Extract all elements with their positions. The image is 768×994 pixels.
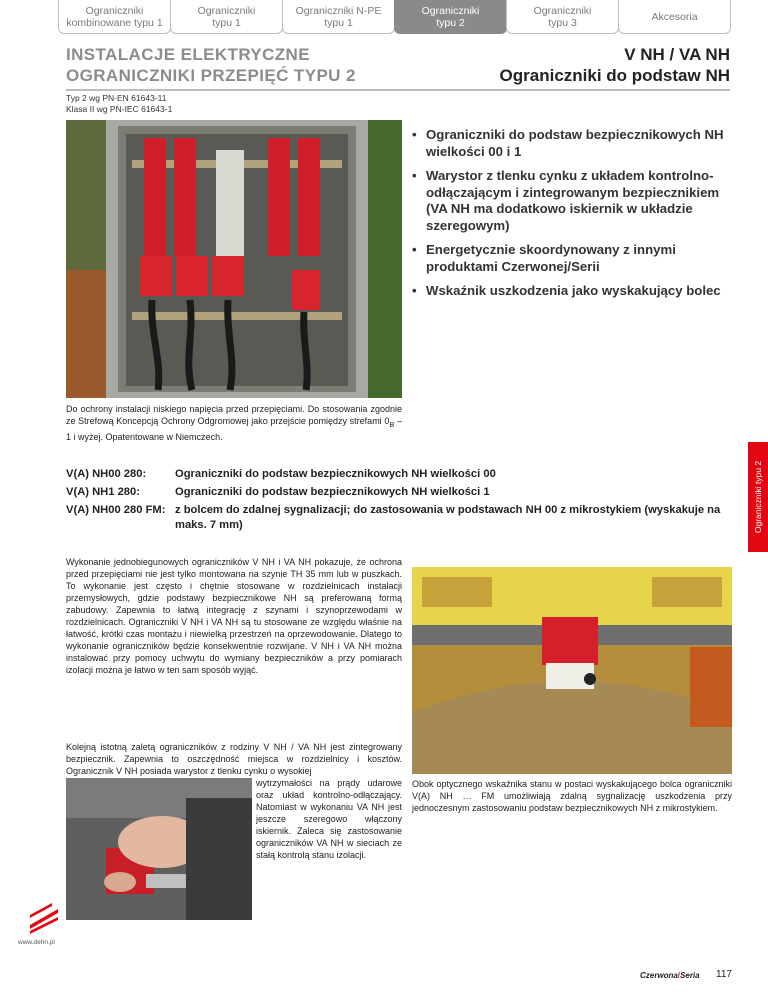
- caption-text-end: – 1 i wyżej. Opatentowane w Niemczech.: [66, 416, 402, 442]
- brand-part-1: Czerwona: [640, 971, 678, 980]
- feature-item: • Energetycznie skoordynowany z innymi produktami Czerwonej/Serii: [412, 242, 732, 275]
- model-description: Ograniczniki do podstaw bezpiecznikowych NH wielkości 1: [175, 486, 490, 498]
- model-row: [66, 467, 738, 482]
- dehn-logo: [26, 895, 62, 935]
- model-description: Ograniczniki do podstaw bezpiecznikowych NH wielkości 00: [175, 468, 496, 480]
- body-paragraph-1: Wykonanie jednobiegunowych ograniczników V NH i VA NH pokazuje, że ochrona przed przepięciami nie jest tylko montowana na szynie TH 35 mm lub w puszkach. To wykonanie jest często i chętnie stosowane w rozdzielnicach instalacji przemysłowych, gdzie podstawy bezpiecznikowe NH są preferowaną formą zabudowy. Zapewnia to łatwą integrację z szynami i szynoprzewodami w rozdzielnicach. Ograniczniki V NH i VA NH są tu stosowane ze względu właśnie na łatwość, krótki czas montażu i niewielką przestrzeń na oprzewodowanie. Dlatego to wykonanie ograniczników będzie konsekwentnie rozwijane. V NH i VA NH można instalować przy pomocy uchwytu do wymiany bezpieczników a przy pomiarach izolacji można je łatwo w ten sam sposób wyjąć.: [66, 557, 402, 675]
- side-tab-label: Ograniczniki typu 2: [753, 460, 763, 534]
- tab-type-2[interactable]: Ograniczniki typu 2: [394, 0, 507, 34]
- hand-installation-photo: [66, 778, 252, 920]
- fuse-base-photo: [412, 567, 732, 774]
- tab-type-1[interactable]: Ograniczniki typu 1: [170, 0, 283, 34]
- model-description: z bolcem do zdalnej sygnalizacji; do zastosowania w podstawach NH 00 z mikrostykiem (wyskakuje na maks. 7 mm): [175, 504, 721, 531]
- side-tab: [748, 442, 768, 552]
- norm-line: Typ 2 wg PN-EN 61643-11: [66, 93, 167, 103]
- model-code: V(A) NH1 280:: [66, 486, 140, 498]
- category-tabs: [58, 0, 730, 34]
- body-paragraph-2-continued: wytrzymałości na prądy udarowe oraz układ kontrolno-odłączający. Natomiast w wykonaniu VA NH jest jeszcze szeregowo włączony iskiernik. Zaleca się zastosowanie ograniczników VA NH w sieciach ze stałą kontrolą stanu izolacji.: [256, 778, 402, 860]
- photo-caption-2: Obok optycznego wskaźnika stanu w postaci wyskakującego bolca ograniczniki V(A) NH … FM umożliwiają zdalną sygnalizację uszkodzenia przy jednoczesnym zastosowaniu podstaw bezpiecznikowych NH z mikrostykiem.: [412, 779, 732, 813]
- website-url[interactable]: www.dehn.pl: [18, 939, 55, 946]
- section-heading: [66, 44, 356, 86]
- model-code: V(A) NH00 280:: [66, 468, 147, 480]
- caption-text: Do ochrony instalacji niskiego napięcia przed przepięciami. Do stosowania zgodnie ze Strefową Koncepcją Ochrony Odgromowej jako przejście pomiędzy strefami 0: [66, 404, 402, 426]
- tab-combined-type-1[interactable]: Ograniczniki kombinowane typu 1: [58, 0, 171, 34]
- section-title: INSTALACJE ELEKTRYCZNE: [66, 45, 310, 64]
- product-heading: [500, 44, 730, 86]
- switchboard-photo: [66, 120, 402, 398]
- model-list: [66, 467, 738, 536]
- feature-list: [412, 127, 732, 308]
- body-paragraph-2: Kolejną istotną zaletą ograniczników z rodziny V NH / VA NH jest zintegrowany bezpiecznik. Zapewnia to oszczędność miejsca w rozdzielnicy i kosztów. Ogranicznik V NH posiada warystor z tlenku cynku o wysokiej: [66, 742, 402, 776]
- model-row: [66, 485, 738, 500]
- series-brand: [640, 971, 700, 980]
- norms: [66, 93, 172, 115]
- product-subtitle: Ograniczniki do podstaw NH: [499, 66, 730, 85]
- zone-subscript: B: [389, 419, 395, 429]
- product-title: V NH / VA NH: [624, 45, 730, 64]
- tab-accessories[interactable]: Akcesoria: [618, 0, 731, 34]
- tab-type-3[interactable]: Ograniczniki typu 3: [506, 0, 619, 34]
- section-subtitle: OGRANICZNIKI PRZEPIĘĆ TYPU 2: [66, 66, 356, 85]
- page-number: 117: [716, 969, 732, 980]
- brand-separator: /: [677, 971, 681, 980]
- brand-part-2: Seria: [680, 971, 700, 980]
- header-divider: [66, 89, 730, 91]
- model-row: [66, 503, 738, 533]
- feature-item: • Ograniczniki do podstaw bezpiecznikowych NH wielkości 00 i 1: [412, 127, 732, 160]
- feature-item: • Warystor z tlenku cynku z układem kontrolno-odłączającym i zintegrowanym bezpiecznikiem (VA NH ma dodatkowo iskiernik w układzie szeregowym): [412, 168, 732, 234]
- norm-line: Klasa II wg PN-IEC 61643-1: [66, 104, 173, 114]
- feature-item: • Wskaźnik uszkodzenia jako wyskakujący bolec: [412, 283, 732, 300]
- photo-caption: [66, 403, 402, 443]
- model-code: V(A) NH00 280 FM:: [66, 504, 166, 516]
- tab-npe-type-1[interactable]: Ograniczniki N-PE typu 1: [282, 0, 395, 34]
